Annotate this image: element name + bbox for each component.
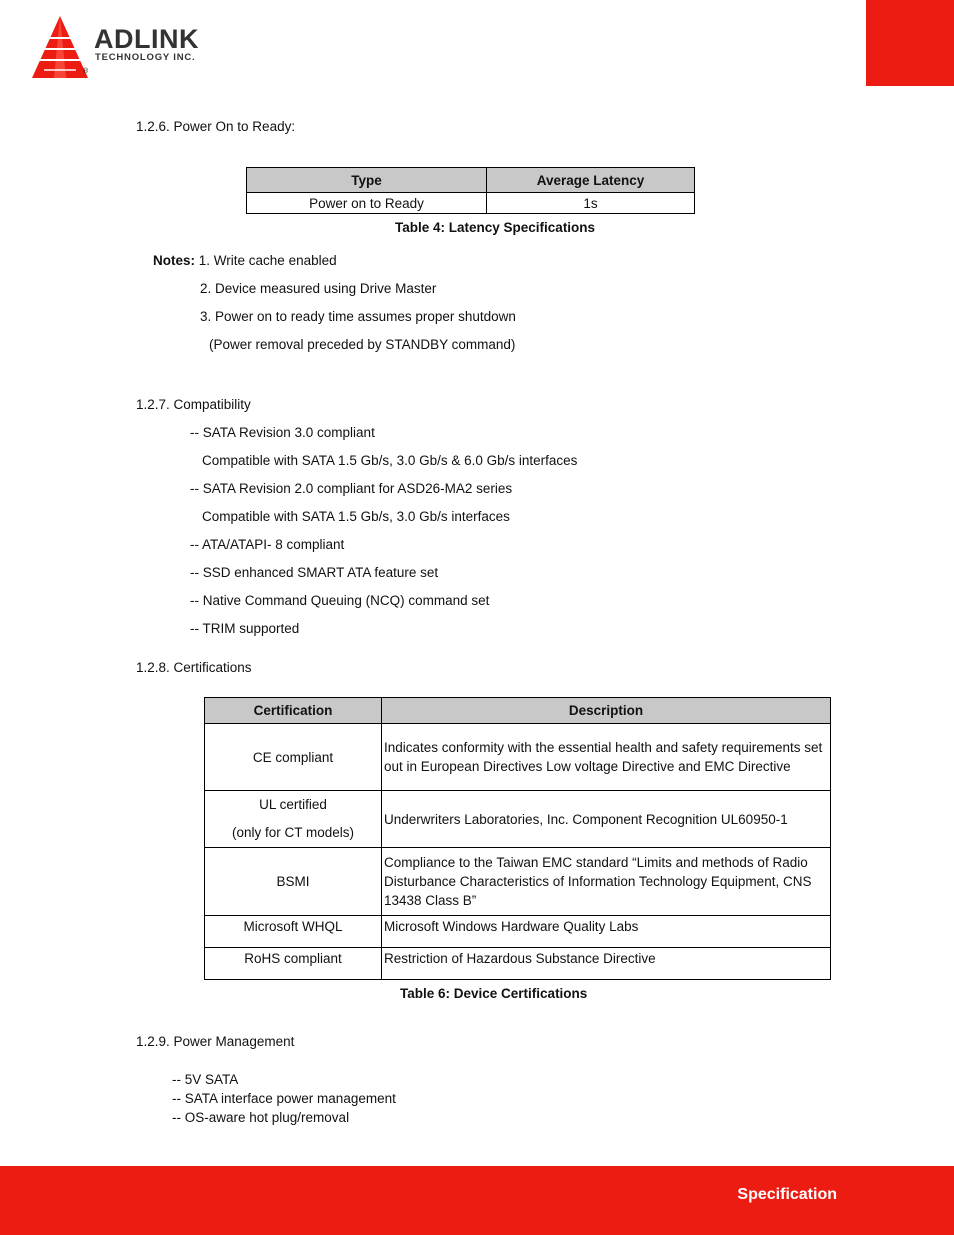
brand-name: ADLINK — [94, 24, 199, 54]
list-item: -- TRIM supported — [190, 621, 300, 636]
table-row — [247, 193, 695, 214]
table-header: Certification — [205, 698, 382, 724]
table-row — [205, 948, 831, 980]
section-heading-power-management: 1.2.9. Power Management — [136, 1034, 295, 1049]
table-cell: RoHS compliant — [205, 948, 382, 980]
table-row — [205, 791, 831, 848]
note-item: 1. Write cache enabled — [198, 253, 337, 268]
header-red-tab — [866, 0, 954, 86]
list-item: -- SATA Revision 3.0 compliant — [190, 425, 375, 440]
list-item: -- SSD enhanced SMART ATA feature set — [190, 565, 439, 580]
table-cell: Indicates conformity with the essential health and safety requirements set out in European Directives Low voltage Directive and EMC Directive — [382, 724, 831, 791]
table-header: Average Latency — [487, 168, 695, 193]
table-caption: Table 4: Latency Specifications — [395, 220, 596, 235]
table-row — [205, 916, 831, 948]
section-heading-certifications: 1.2.8. Certifications — [136, 660, 252, 675]
brand-subtitle: TECHNOLOGY INC. — [95, 52, 196, 63]
notes-label: Notes: — [153, 253, 196, 268]
note-item: 2. Device measured using Drive Master — [200, 281, 437, 296]
note-item: 3. Power on to ready time assumes proper shutdown — [200, 309, 516, 324]
latency-table — [246, 167, 695, 214]
table-cell: Compliance to the Taiwan EMC standard “Limits and methods of Radio Disturbance Characteristics of Information Technology Equipment, CNS 13438 Class B” — [382, 848, 831, 916]
adlink-logo — [26, 16, 236, 80]
cert-note: (only for CT models) — [231, 825, 355, 840]
list-item: -- Native Command Queuing (NCQ) command set — [190, 593, 490, 608]
table-cell — [205, 791, 382, 848]
table-cell: Underwriters Laboratories, Inc. Component Recognition UL60950-1 — [382, 791, 831, 848]
list-item: -- OS-aware hot plug/removal — [172, 1110, 350, 1125]
table-cell: CE compliant — [205, 724, 382, 791]
table-cell: Microsoft Windows Hardware Quality Labs — [382, 916, 831, 948]
list-item: -- SATA interface power management — [172, 1091, 396, 1106]
table-header: Type — [247, 168, 487, 193]
notes-line — [153, 253, 337, 268]
footer-bar — [0, 1166, 954, 1235]
adlink-logo-icon — [26, 16, 90, 80]
table-caption: Table 6: Device Certifications — [400, 986, 588, 1001]
table-cell: BSMI — [205, 848, 382, 916]
table-cell: Restriction of Hazardous Substance Directive — [382, 948, 831, 980]
note-item: (Power removal preceded by STANDBY command) — [209, 337, 516, 352]
section-heading-compatibility: 1.2.7. Compatibility — [136, 397, 251, 412]
list-item: -- ATA/ATAPI- 8 compliant — [190, 537, 345, 552]
footer-label: Specification — [737, 1186, 837, 1203]
table-cell: Power on to Ready — [247, 193, 487, 214]
table-header: Description — [382, 698, 831, 724]
table-row — [205, 848, 831, 916]
registered-mark: ® — [83, 68, 89, 75]
section-heading-power-on: 1.2.6. Power On to Ready: — [136, 119, 296, 134]
cert-name: UL certified — [259, 797, 327, 812]
table-row — [205, 724, 831, 791]
list-item: -- SATA Revision 2.0 compliant for ASD26-MA2 series — [190, 481, 513, 496]
table-cell: Microsoft WHQL — [205, 916, 382, 948]
list-item: -- 5V SATA — [172, 1072, 239, 1087]
certifications-table — [204, 697, 831, 980]
table-cell: 1s — [487, 193, 695, 214]
list-item: Compatible with SATA 1.5 Gb/s, 3.0 Gb/s interfaces — [202, 509, 510, 524]
list-item: Compatible with SATA 1.5 Gb/s, 3.0 Gb/s & 6.0 Gb/s interfaces — [202, 453, 578, 468]
